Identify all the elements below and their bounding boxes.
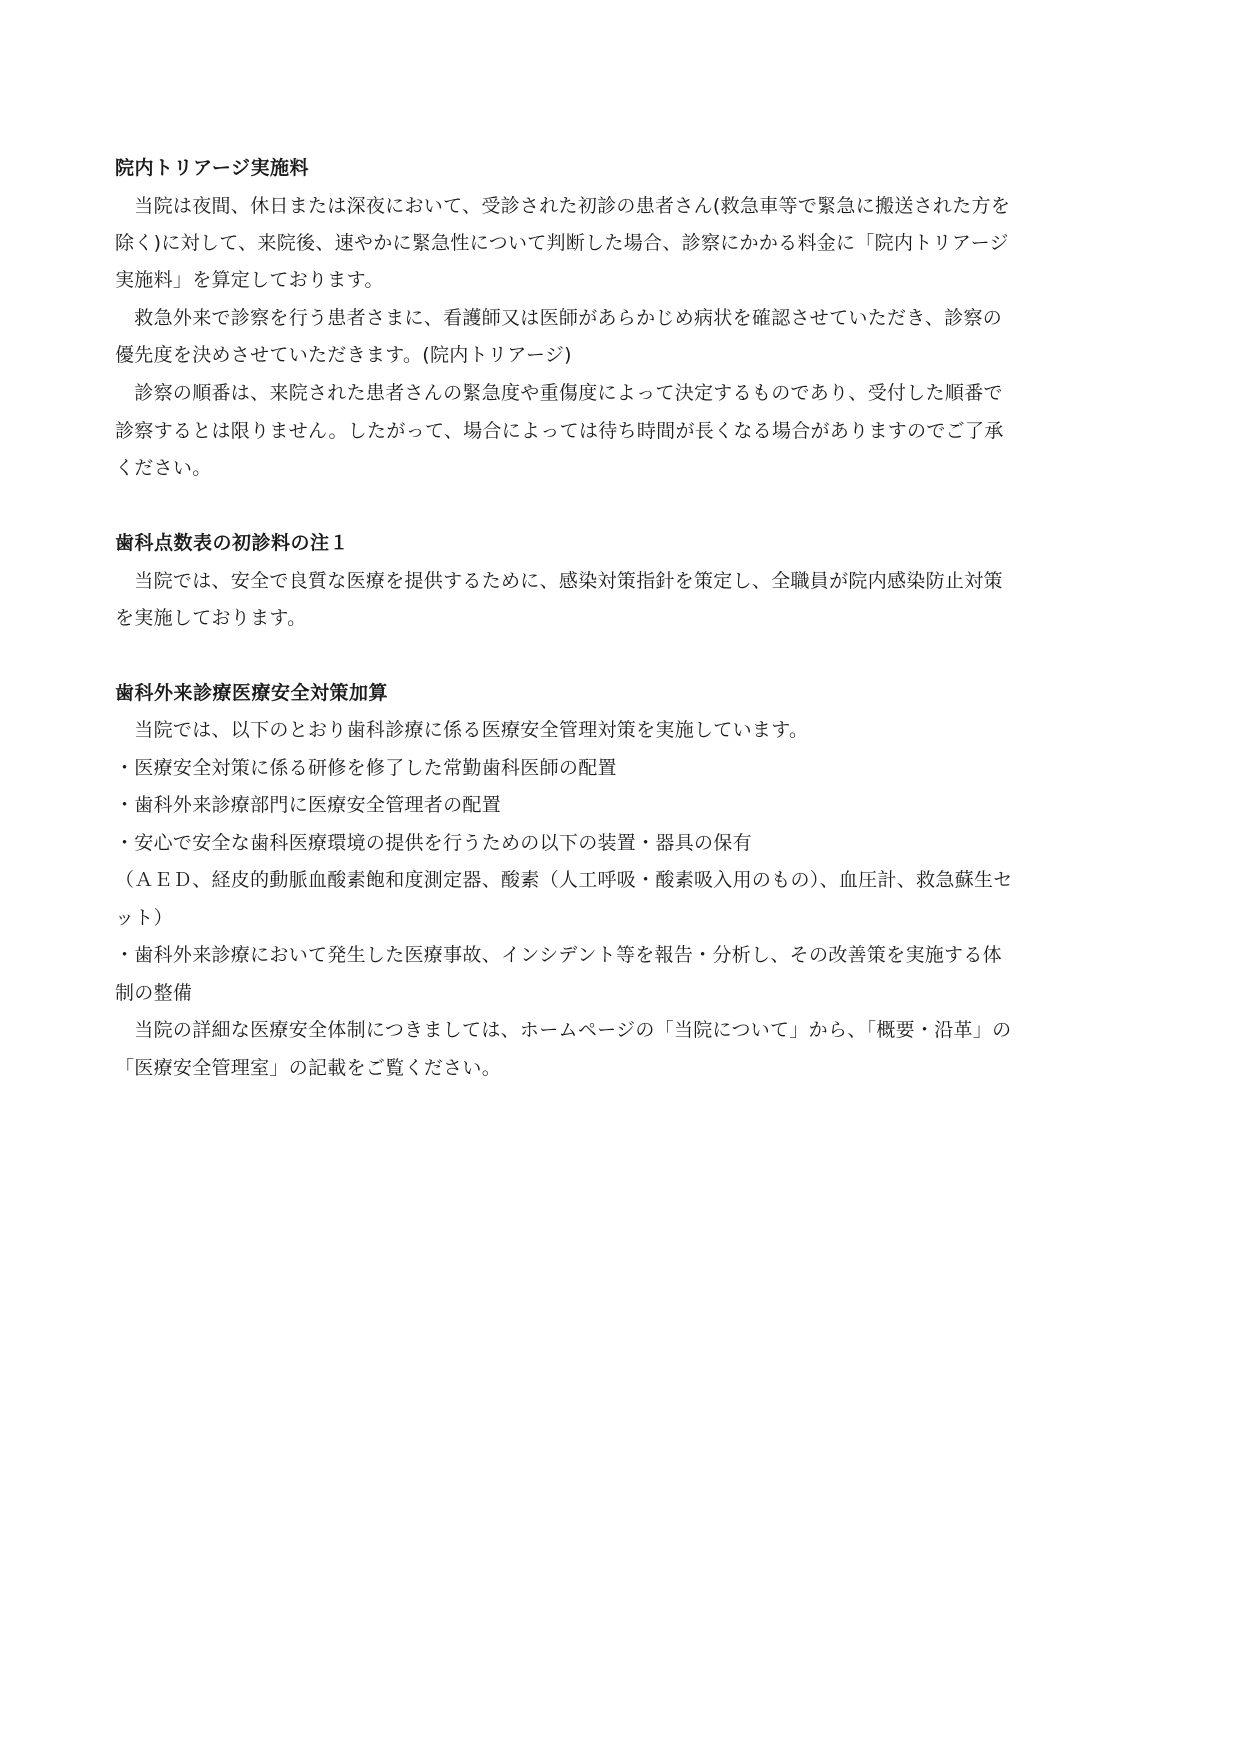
section-heading-triage: 院内トリアージ実施料: [115, 157, 310, 179]
paragraph-line: （ＡＥＤ、経皮的動脈血酸素飽和度測定器、酸素（人工呼吸・酸素吸入用のもの）、血圧計、救急蘇生セ: [115, 869, 1013, 891]
paragraph-line: ください。: [115, 457, 212, 479]
paragraph-line: 当院の詳細な医療安全体制につきましては、ホームページの「当院について」から、「概要・沿革」の: [115, 1019, 1012, 1041]
paragraph-line: 診察するとは限りません。したがって、場合によっては待ち時間が長くなる場合がありますのでご了承: [115, 420, 1004, 442]
paragraph-line: 「医療安全管理室」の記載をご覧ください。: [115, 1057, 502, 1079]
bullet-item: ・安心で安全な歯科医療環境の提供を行うための以下の装置・器具の保有: [115, 832, 752, 854]
paragraph-line: 優先度を決めさせていただきます。(院内トリアージ): [115, 344, 572, 366]
bullet-item: ・医療安全対策に係る研修を修了した常勤歯科医師の配置: [115, 757, 617, 779]
paragraph-line: 制の整備: [115, 982, 193, 1004]
paragraph-line: 当院では、安全で良質な医療を提供するために、感染対策指針を策定し、全職員が院内感染防止対策: [115, 570, 1003, 592]
paragraph-line: 救急外来で診察を行う患者さまに、看護師又は医師があらかじめ病状を確認させていただき、診察の: [115, 307, 1003, 329]
paragraph-line: 当院では、以下のとおり歯科診療に係る医療安全管理対策を実施しています。: [115, 719, 809, 741]
paragraph-line: 除く)に対して、来院後、速やかに緊急性について判断した場合、診察にかかる料金に「院内トリアージ: [115, 232, 1009, 254]
paragraph-line: ット）: [115, 907, 173, 929]
bullet-item: ・歯科外来診療部門に医療安全管理者の配置: [115, 794, 502, 816]
bullet-item: ・歯科外来診療において発生した医療事故、インシデント等を報告・分析し、その改善策を実施する体: [115, 944, 1002, 966]
paragraph-line: 診察の順番は、来院された患者さんの緊急度や重傷度によって決定するものであり、受付した順番で: [115, 382, 1003, 404]
section-heading-safety-measures: 歯科外来診療医療安全対策加算: [115, 682, 389, 704]
paragraph-line: を実施しております。: [115, 607, 307, 629]
paragraph-line: 実施料」を算定しております。: [115, 269, 384, 291]
section-heading-initial-consultation: 歯科点数表の初診料の注１: [115, 532, 350, 554]
paragraph-line: 当院は夜間、休日または深夜において、受診された初診の患者さん(救急車等で緊急に搬送された方を: [115, 195, 1011, 217]
